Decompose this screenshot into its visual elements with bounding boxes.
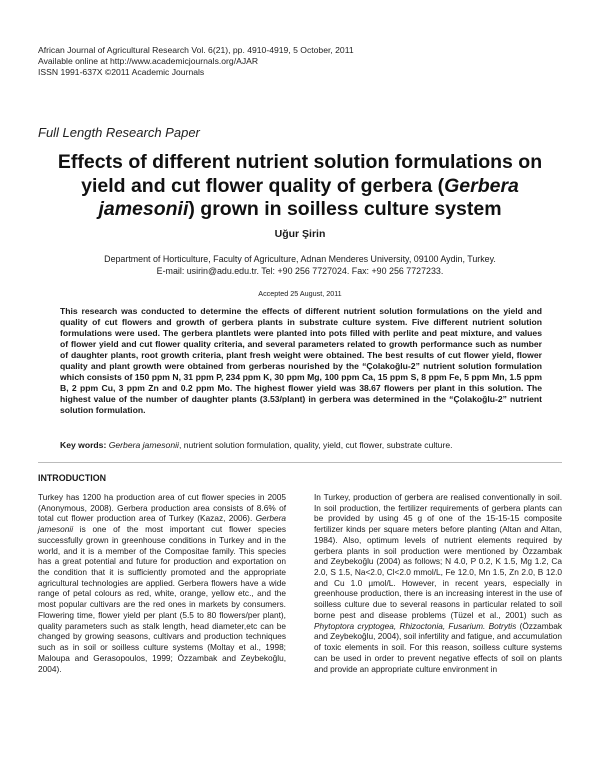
left-text-species: Gerbera jamesonii [38, 513, 286, 535]
body-column-left [38, 492, 286, 674]
title-part-1: Effects of different nutrient solution formulations on yield and cut flower quality of gerbera ( [57, 151, 543, 197]
body-column-right [314, 492, 562, 674]
left-text-1: Turkey has 1200 ha production area of cut flower species in 2005 (Anonymous, 2008). Gerbera production area consists of 8.6% of total cut flower production area of Turkey (Kazaz, 2006). [38, 492, 286, 524]
journal-citation: African Journal of Agricultural Research Vol. 6(21), pp. 4910-4919, 5 October, 2011 [38, 45, 354, 55]
journal-header [38, 45, 354, 78]
affiliation-contact: E-mail: usirin@adu.edu.tr. Tel: +90 256 7727024. Fax: +90 256 7727233. [156, 266, 444, 276]
journal-issn: ISSN 1991-637X ©2011 Academic Journals [38, 67, 205, 77]
section-heading: INTRODUCTION [38, 473, 107, 483]
abstract: This research was conducted to determine the effects of different nutrient solution formulations on the yield and quality of cut flowers and growth of gerbera plants in substrate culture system. Five different nutrient solution formulations were used. The gerbera plantlets were planted into pots filled with perlite and peat mixture, and values of flower yield and cut flower quality criteria, and several parameters related to growth performance such as number of daughter plants, root growth criteria, plant fresh weight were obtained. The best results of cut flower yield, flower quality and plant growth were obtained from gerberas nourished by the “Çolakoğlu-2” nutrient solution formulation which consists of 150 ppm N, 31 ppm P, 234 ppm K, 30 ppm Mg, 100 ppm Ca, 15 ppm S, 8 ppm Fe, 5 ppm Mn, 1.5 ppm B, 2 ppm Cu, 3 ppm Zn and 0.2 ppm Mo. The highest flower yield was 38.67 flowers per plant in this solution. The highest value of the number of daughter plants (3.53/plant) in gerbera was determined in the “Çolakoğlu-2” nutrient solution formulation. [60, 306, 542, 415]
accepted-date: Accepted 25 August, 2011 [258, 289, 342, 298]
left-text-2: is one of the most important cut flower species successfully grown in greenhouse conditions in Turkey and in the world, and it is a member of the Compositae family. This species has a great potential and future for production and exportation on the condition that it is sufficiently promoted and the appropriate agricultural technologies are applied. Gerbera flowers have a wide range of petal colours as red, white, orange, yellow etc., and the most popular cultivars are the red ones in markets by consumers. Flowering time, flower yield per plant (5.5 to 80 flowers/per plant), quality parameters such as stalk length, head diameter,etc can be changed by growing seasons, cultivars and production techniques such as in soil or soilless culture systems (Moltay et al., 1998; Maloupa and Gerasopoulos, 1999; Özzambak and Zeybekoğlu, 2004). [38, 524, 286, 674]
right-text-1: In Turkey, production of gerbera are realised conventionally in soil. In soil production, the fertilizer requirements of gerbera plants can be provided by using 45 g of one of the 15-15-15 composite fertilizer kinds per square meters before planting (Altan and Altan, 1984). Also, optimum levels of nutrient elements required by gerbera plants in soil production were mentioned by Özzambak and Zeybekoğlu (2004) as follows; N 4.0, P 0.2, K 1.5, Mg 1.2, Ca 2.0, S 1.5, Na<2.0, Cl<2.0 mmol/L, Fe 12.0, Mn 1.5, Zn 2.0, B 12.0 and Cu 1.0 µmol/L. However, in recent years, especially in greenhouse production, there is an increasing interest in the use of soilless culture due to several reasons in particular related to soil borne pest and disease problems (Tüzel et al., 2001) such as [314, 492, 562, 620]
paper-title [40, 151, 560, 222]
title-species: Gerbera jamesonii [98, 174, 519, 220]
journal-url: Available online at http://www.academicjournals.org/AJAR [38, 56, 259, 66]
keywords [60, 440, 542, 451]
title-part-2: ) grown in soilless culture system [188, 198, 502, 220]
affiliation-department: Department of Horticulture, Faculty of Agriculture, Adnan Menderes University, 09100 Aydin, Turkey. [104, 254, 496, 264]
keywords-list: , nutrient solution formulation, quality, yield, cut flower, substrate culture. [178, 440, 453, 450]
keywords-label: Key words: [60, 440, 107, 450]
affiliation [0, 253, 600, 277]
paper-type: Full Length Research Paper [38, 125, 200, 140]
right-text-pathogens: Phytoptora cryptogea, Rhizoctonia, Fusarium. Botrytis [314, 620, 517, 631]
right-text-2: (Özzambak and Zeybekoğlu, 2004), soil infertility and fatigue, and accumulation of toxic elements in soil. For this reason, soilless culture systems can be used in order to prevent negative effects of soil on plants and provide an appropriate culture environment in [314, 620, 562, 674]
author-name: Uğur Şirin [274, 228, 326, 240]
keywords-species: Gerbera jamesonii [108, 440, 179, 450]
section-divider [38, 462, 562, 463]
